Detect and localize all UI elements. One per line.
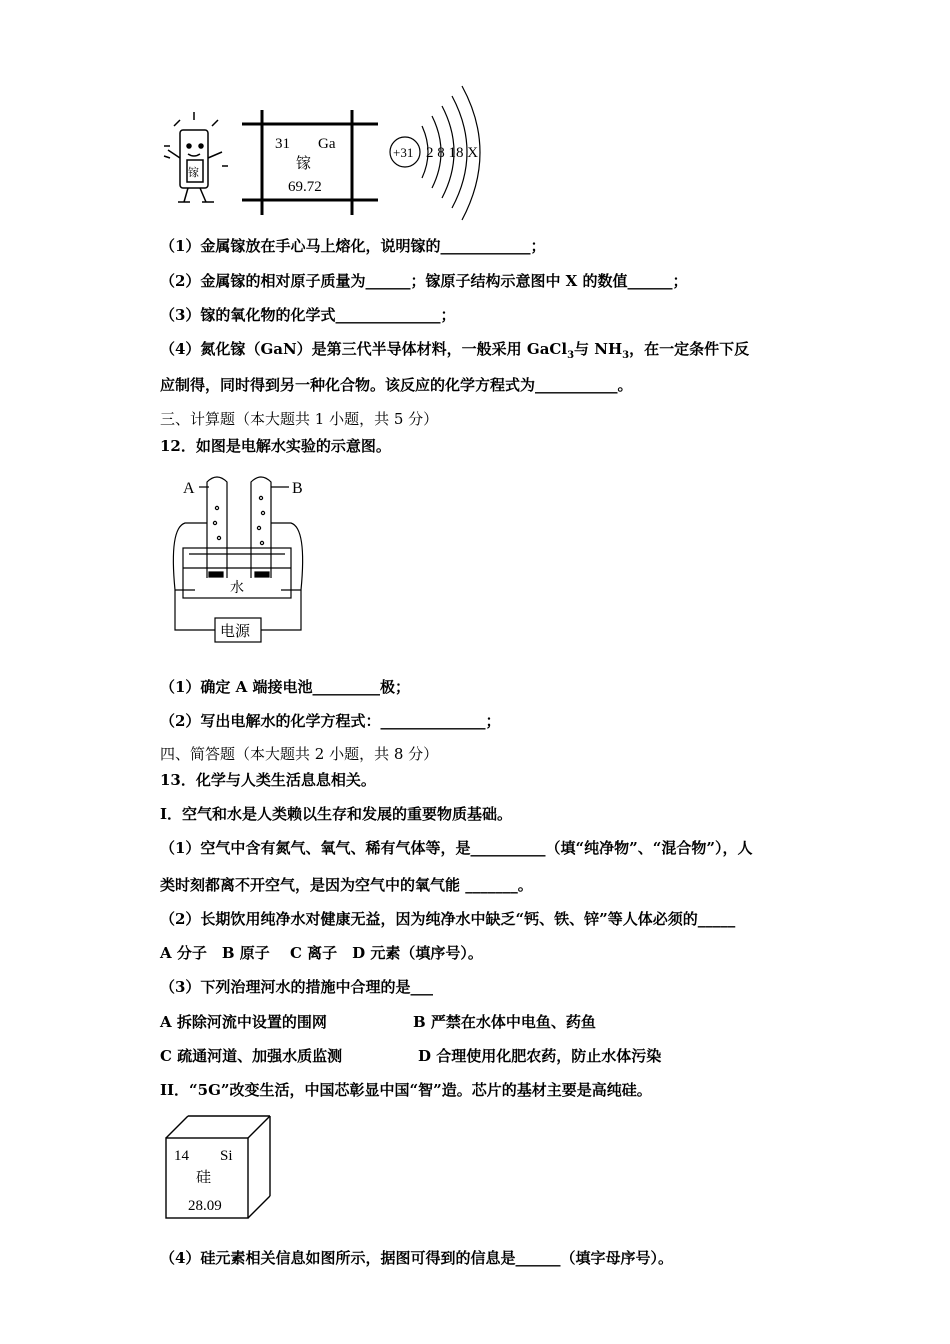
electrolysis-label-a: A (183, 480, 195, 497)
q13-part-2: II．“5G”改变生活，中国芯彰显中国“智”造。芯片的基材主要是高纯硅。 (160, 1081, 652, 1099)
gallium-atomic-number: 31 (275, 136, 290, 152)
q12-item-1: （1）确定 A 端接电池_________极； (160, 678, 411, 696)
gallium-symbol: Ga (318, 136, 336, 152)
electrolysis-label-b: B (292, 480, 303, 497)
q13-item-4: （4）硅元素相关信息如图所示，据图可得到的信息是______（填字母序号）。 (160, 1249, 673, 1267)
q13-item-2-line1: （2）长期饮用纯净水对健康无益，因为纯净水中缺乏“钙、铁、锌”等人体必须的_____ (160, 910, 736, 928)
silicon-figure-svg (162, 1112, 274, 1222)
q11-item-4-mid: 与 NH (574, 340, 623, 358)
q13-item-1-line1: （1）空气中含有氮气、氧气、稀有气体等，是__________（填“纯净物”、“混合物”），人 (160, 839, 753, 857)
section-3-heading: 三、计算题（本大题共 1 小题，共 5 分） (160, 410, 439, 428)
gallium-name: 镓 (296, 156, 312, 172)
q11-item-4-sub2: 3 (622, 350, 630, 361)
gallium-cartoon-icon (164, 112, 228, 202)
silicon-atomic-number: 14 (174, 1148, 189, 1164)
q13-item-1-line2: 类时刻都离不开空气，是因为空气中的氧气能 _______。 (160, 876, 533, 894)
q11-item-4-pre: （4）氮化镓（GaN）是第三代半导体材料，一般采用 GaCl (160, 340, 568, 358)
electrolysis-water-label: 水 (230, 581, 244, 596)
silicon-name: 硅 (196, 1170, 212, 1186)
gallium-figure (160, 80, 500, 230)
silicon-mass: 28.09 (188, 1198, 222, 1214)
gallium-mass: 69.72 (288, 179, 322, 195)
q13-option-d: D 合理使用化肥农药，防止水体污染 (418, 1047, 662, 1065)
q13-title: 13．化学与人类生活息息相关。 (160, 771, 376, 789)
section-4-heading: 四、简答题（本大题共 2 小题，共 8 分） (160, 745, 439, 763)
q12-item-2: （2）写出电解水的化学方程式：______________； (160, 712, 501, 730)
q13-part-1: I．空气和水是人类赖以生存和发展的重要物质基础。 (160, 805, 513, 823)
q11-item-2: （2）金属镓的相对原子质量为______；镓原子结构示意图中 X 的数值______； (160, 272, 688, 290)
q11-item-3: （3）镓的氧化物的化学式______________； (160, 306, 456, 324)
gallium-figure-svg (160, 80, 500, 230)
electrolysis-figure-svg (165, 468, 325, 653)
q11-item-4-post: ，在一定条件下反 (629, 340, 750, 358)
q11-item-4-line2: 应制得，同时得到另一种化合物。该反应的化学方程式为___________。 (160, 376, 633, 394)
silicon-symbol: Si (220, 1148, 233, 1164)
q13-item-3: （3）下列治理河水的措施中合理的是___ (160, 978, 433, 996)
q12-title: 12．如图是电解水实验的示意图。 (160, 437, 391, 455)
gallium-nucleus-charge: +31 (393, 145, 414, 160)
q11-item-1: （1）金属镓放在手心马上熔化，说明镓的____________； (160, 237, 546, 255)
electrolysis-figure (165, 468, 325, 653)
q13-option-c: C 疏通河道、加强水质监测 (160, 1047, 343, 1065)
gallium-cartoon-label: 镓 (188, 167, 199, 179)
q13-item-2-line2: A 分子 B 原子 C 离子 D 元素（填序号）。 (160, 944, 483, 962)
q13-option-b: B 严禁在水体中电鱼、药鱼 (413, 1013, 596, 1031)
electrolysis-apparatus (173, 477, 302, 642)
q11-item-4-line1 (160, 339, 749, 366)
electrolysis-power-label: 电源 (220, 624, 251, 640)
silicon-figure (162, 1112, 274, 1222)
q13-option-a: A 拆除河流中设置的围网 (160, 1013, 327, 1031)
gallium-shell-electrons: 2 8 18 X (426, 145, 479, 161)
q11-item-4-sub1: 3 (567, 350, 575, 361)
